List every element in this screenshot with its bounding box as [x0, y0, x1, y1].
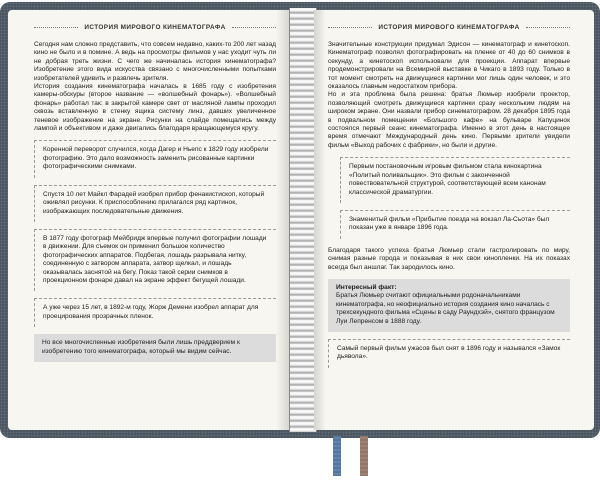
spiral-binding: [289, 8, 317, 432]
header-rule-left: [34, 27, 78, 28]
left-page: [8, 10, 290, 430]
horror-film-box: [328, 339, 570, 368]
daguerre-box: [34, 140, 276, 177]
train-film-text: Знаменитый фильм «Прибытие поезда на вокзал Ла-Сьота» был показан уже в январе 1896 года.: [349, 215, 550, 232]
inventions-summary-text: Но все многочисленные изобретения были лишь преддверием к изобретению того кинематографа, который мы видим сейчас.: [42, 339, 240, 355]
right-page-title: ИСТОРИЯ МИРОВОГО КИНЕМАТОГРАФА: [378, 24, 520, 31]
right-page: [314, 10, 594, 430]
intro-paragraph: Сегодня нам сложно представить, что совсем недавно, каких-то 200 лет назад кино не было и в помине. А ведь на просмотры фильмов у нас уходит чуть ли не добрая треть жизни. С чего же начиналась история кинематографа? Изобретение этого вида искусства связано с многочисленными попытками изобретателей удивить и развлечь зрителя.: [34, 41, 276, 82]
demeny-box: [34, 298, 276, 327]
header-rule-right: [526, 27, 570, 28]
horror-film-text: Самый первый фильм ужасов был снят в 1896 году и назывался «Замок дьявола».: [337, 344, 561, 361]
train-film-box: [340, 210, 570, 239]
faraday-box: [34, 185, 276, 222]
bookmark-ribbon-tan[interactable]: [360, 436, 368, 476]
faraday-text: Спустя 10 лет Майкл Фарадей изобрел прибор фенакистископ, который оживлял рисунки. К приспособлению прилагался ряд картинок, изображающих последовательные движения.: [43, 190, 265, 215]
inventions-summary-box: [34, 334, 276, 362]
bookmark-ribbon-blue[interactable]: [333, 436, 341, 476]
first-film-box: [340, 157, 570, 203]
right-page-header: [328, 24, 570, 31]
interesting-fact-title: Интересный факт:: [336, 283, 397, 291]
left-page-header: [34, 24, 276, 31]
first-film-text: Первым постановочным игровым фильмом стала кинокартина «Политый поливальщик». Это фильм с законченной повествовательной структурой, соответствующей всем канонам классической драматургии.: [349, 163, 546, 196]
daguerre-text: Коренной переворот случился, когда Дагер и Ньепс к 1829 году изобрели фотографию. Это дало возможность заменить рисованные картинки фотографическими снимками.: [43, 146, 269, 171]
edison-paragraph: Значительные конструкции придумал Эдисон — кинематограф и кинетоскоп. Кинематограф позволял фотографировать на пленке от 40 до 60 снимков в секунду, а кинетоскоп использовали для проекции. Аппарат впервые продемонстрировали на Всемирной выставке в Чикаго в 1893 году. Только в тот момент смотреть на движущиеся картинки мог лишь один человек, и это оказалось главным недостатком прибора.: [328, 41, 570, 91]
header-rule-left: [328, 27, 372, 28]
history-paragraph: История создания кинематографа началась в 1685 году с изобретения камеры-обскуры (второе название — «волшебный фонарь»). «Волшебный фонарь» работал так: в закрытой камере свет от масляной лампы проходил сквозь вставленную в стенку ящика систему линз, давших увеличенное теневое изображение на экране. Рисунки на слайде помещались между лампой и объективом и даже двигались благодаря вращающемуся кругу.: [34, 83, 276, 133]
muybridge-box: [34, 229, 276, 291]
muybridge-text: В 1877 году фотограф Мейбридж впервые получил фотографии лошади в движении. Для съемок он применил большое количество фотографических аппаратов. Подбегая, лошадь разрывала нитку, соединенную с затвором аппарата, затвор щелкал, и лошадь оказывалась заснятой на бегу. Показ такой серии снимков в проекционном фонаре давал на экране эффект бегущей лошади.: [43, 234, 267, 284]
demeny-text: А уже через 15 лет, в 1892-м году, Жорж Демени изобрел аппарат для проецирования прозрачных пленок.: [43, 304, 259, 320]
spread-paragraph: Благодаря такого успеха братья Люмьер стали гастролировать по миру, снимая разные города и показывая в них свои кинопленки. На их показах всегда был аншлаг. Так зародилось кино.: [328, 246, 570, 271]
interesting-fact-box: [328, 279, 570, 332]
left-page-title: ИСТОРИЯ МИРОВОГО КИНЕМАТОГРАФА: [84, 24, 226, 31]
header-rule-right: [232, 27, 276, 28]
lumiere-paragraph: Но и эта проблема была решена: братья Люмьер изобрели проектор, позволяющий смотреть движущиеся картинки сразу нескольким людям на широком экране. Они назвали прибор синематографом. 28 декабря 1895 года в подвальном помещении «Большого кафе» на бульваре Капуцинок состоялся первый сеанс кинематографа. Именно в этот день в настоящее время отмечают Международный день кино. Первыми зрители увидели фильм «Выход рабочих с фабрики», но были и другие.: [328, 91, 570, 149]
interesting-fact-text: Братья Люмьер считают официальными родоначальниками кинематографа, но неофициально история создания кино началась с трехсекундного фильма «Сцены в саду Раундхэй», снятого французом Луи Лепренсом в 1888 году.: [336, 292, 555, 325]
